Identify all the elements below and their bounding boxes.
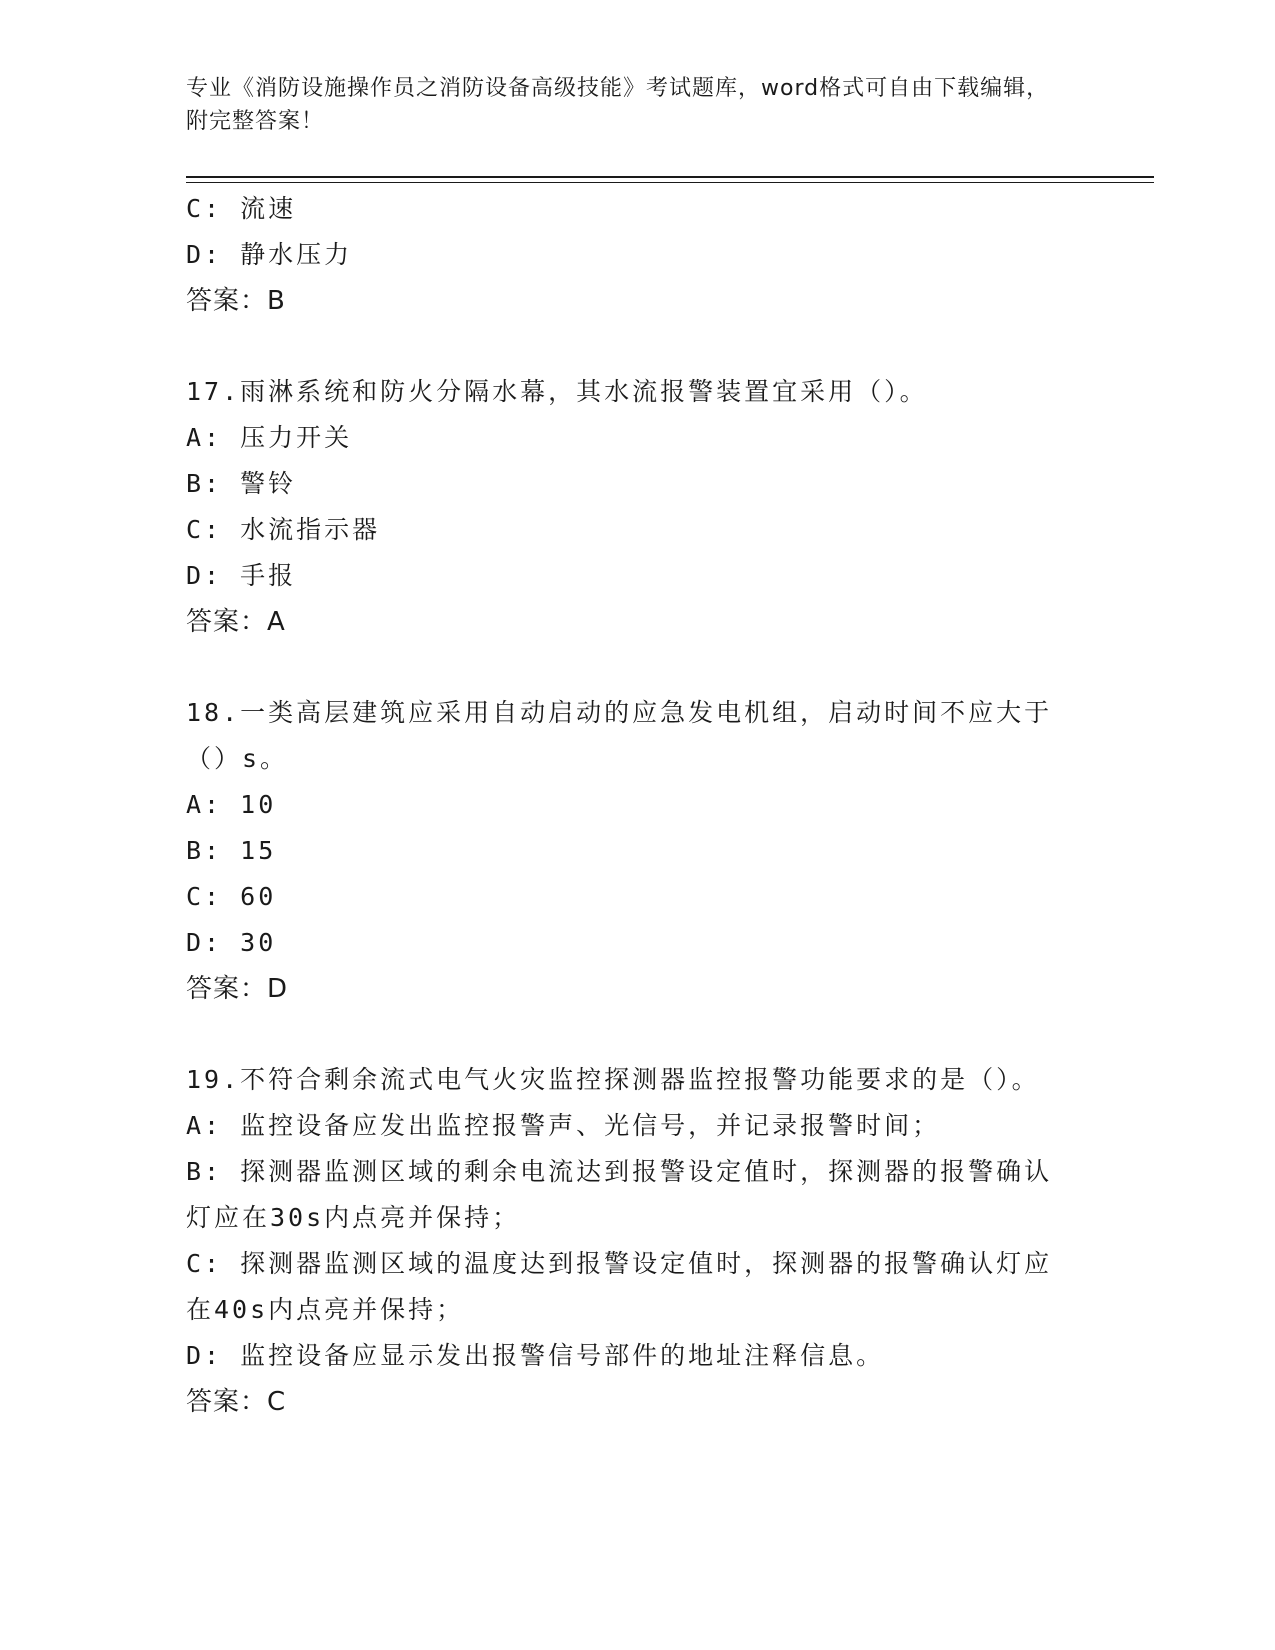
answer-line: 答案：C: [186, 1387, 287, 1417]
spacer: [186, 324, 1066, 369]
document-header: 专业《消防设施操作员之消防设备高级技能》考试题库，word格式可自由下载编辑，附完整答案！: [186, 76, 1050, 134]
question-stem: 18.一类高层建筑应采用自动启动的应急发电机组，启动时间不应大于（）s。: [186, 698, 1053, 773]
option-b: B: 15: [186, 836, 277, 865]
option-c: C: 探测器监测区域的温度达到报警设定值时，探测器的报警确认灯应在40s内点亮并保持；: [186, 1249, 1053, 1324]
spacer: [186, 1012, 1066, 1057]
option-a: A: 压力开关: [186, 423, 353, 452]
header-divider-thick: [186, 176, 1154, 178]
answer-line: 答案：B: [186, 286, 286, 316]
option-c: C: 水流指示器: [186, 515, 381, 544]
option-d: D: 手报: [186, 561, 297, 590]
question-stem: 19.不符合剩余流式电气火灾监控探测器监控报警功能要求的是（）。: [186, 1065, 1040, 1094]
option-b: B: 警铃: [186, 469, 297, 498]
option-d: D: 30: [186, 928, 277, 957]
option-b: B: 探测器监测区域的剩余电流达到报警设定值时，探测器的报警确认灯应在30s内点亮并保持；: [186, 1157, 1053, 1232]
option-c: C: 60: [186, 882, 277, 911]
question-18: [186, 690, 1066, 1012]
option-c: C: 流速: [186, 194, 297, 223]
question-19: [186, 1057, 1066, 1425]
answer-line: 答案：A: [186, 607, 286, 637]
answer-line: 答案：D: [186, 974, 289, 1004]
prev-question-block: [186, 186, 1066, 324]
option-a: A: 10: [186, 790, 277, 819]
spacer: [186, 645, 1066, 690]
option-d: D: 监控设备应显示发出报警信号部件的地址注释信息。: [186, 1341, 885, 1370]
question-17: [186, 369, 1066, 645]
question-content: [186, 186, 1066, 1425]
option-a: A: 监控设备应发出监控报警声、光信号，并记录报警时间；: [186, 1111, 941, 1140]
question-stem: 17.雨淋系统和防火分隔水幕，其水流报警装置宜采用（）。: [186, 377, 928, 406]
header-divider-thin: [186, 182, 1154, 183]
option-d: D: 静水压力: [186, 240, 353, 269]
